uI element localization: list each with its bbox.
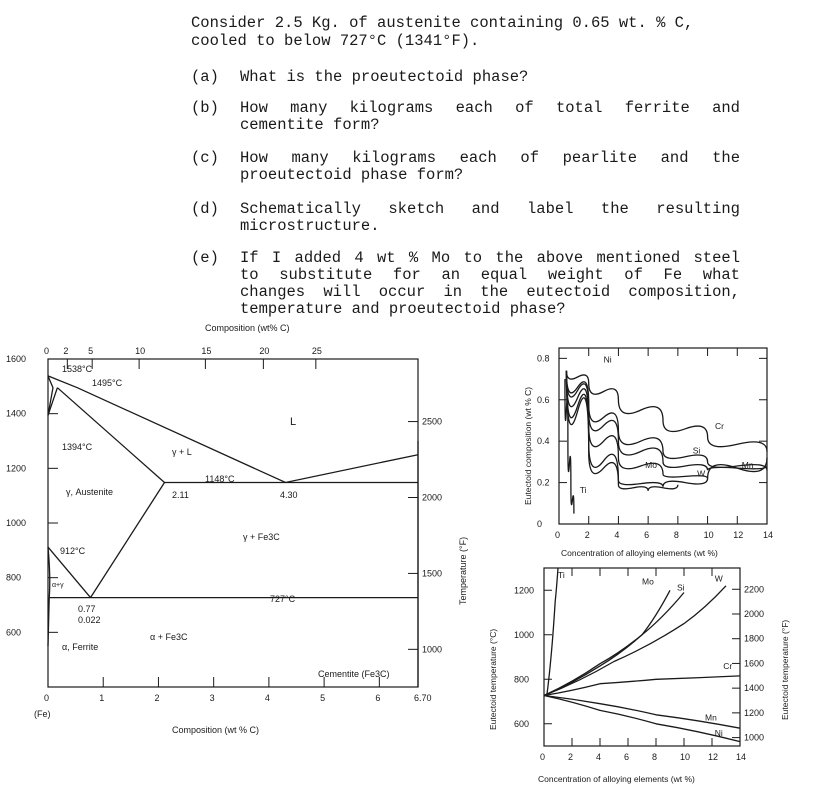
label-gamma-fe3c: γ + Fe3C — [243, 532, 280, 542]
label-1394: 1394°C — [62, 442, 93, 452]
fe-label: (Fe) — [34, 709, 51, 719]
series-label-cr: Cr — [715, 420, 724, 431]
series-label-ni: Ni — [714, 727, 723, 738]
series-label-ti: Ti — [579, 484, 587, 495]
bottom-tick-label: 6 — [375, 693, 381, 703]
x-tick-label: 10 — [680, 752, 691, 762]
temperature-ylabel: Eutectoid temperature (°C) — [488, 628, 498, 730]
top-tick-label: 2 — [63, 346, 69, 356]
bottom-tick-label: 2 — [154, 693, 160, 703]
part-text: proeutectoid phase form? — [240, 166, 464, 184]
label-727: 727°C — [270, 594, 296, 604]
right-tick-label: 1500 — [422, 568, 443, 579]
bottom-tick-label: 5 — [320, 693, 326, 703]
label-0-022: 0.022 — [78, 615, 101, 625]
series-label-cr: Cr — [723, 661, 733, 672]
right-tick-label: 1000 — [744, 732, 765, 743]
intro-line-2: cooled to below 727°C (1341°F). — [191, 32, 480, 50]
x-tick-label: 4 — [596, 752, 602, 762]
temperature-right-label: Eutectoid temperature (°F) — [780, 619, 790, 720]
label-gamma-l: γ + L — [172, 447, 192, 457]
y-tick-label: 0.2 — [537, 477, 550, 488]
series-label-si: Si — [692, 445, 701, 456]
series-cr — [566, 371, 767, 470]
x-tick-label: 8 — [652, 752, 658, 762]
temperature-xlabel: Concentration of alloying elements (wt %) — [538, 774, 695, 784]
eutectoid-composition-chart — [515, 340, 775, 570]
x-tick-label: 10 — [703, 530, 714, 540]
left-tick-label: 1400 — [6, 408, 27, 419]
part-text: cementite form? — [240, 116, 380, 134]
series-label-mo: Mo — [645, 460, 657, 471]
composition-xlabel: Concentration of alloying elements (wt %) — [561, 548, 718, 558]
bottom-tick-label: 4 — [264, 693, 270, 703]
right-tick-label: 2000 — [422, 492, 443, 503]
part-text: What is the proeutectoid phase? — [240, 68, 529, 86]
label-ferrite: α, Ferrite — [62, 642, 99, 652]
bottom-tick-label: 1 — [99, 693, 105, 703]
series-ni — [566, 371, 767, 452]
bottom-tick-label: 6.70 — [414, 693, 432, 703]
acm-line — [91, 483, 165, 598]
right-tick-label: 1400 — [744, 683, 765, 694]
intro-line-1: Consider 2.5 Kg. of austenite containing 0.65 wt. % C, — [191, 14, 694, 32]
series-label-w: W — [697, 468, 706, 479]
right-tick-label: 2500 — [422, 416, 443, 427]
label-alpha-fe3c: α + Fe3C — [150, 632, 188, 642]
composition-chart-frame — [559, 348, 767, 524]
part-text: How many kilograms each of pearlite and the — [240, 149, 740, 167]
right-tick-label: 1600 — [744, 658, 765, 669]
x-tick-label: 2 — [568, 752, 574, 762]
top-tick-label: 15 — [201, 346, 212, 356]
label-1495: 1495°C — [92, 378, 123, 388]
top-tick-label: 5 — [88, 346, 94, 356]
part-label: (d) — [191, 200, 219, 218]
x-tick-label: 6 — [624, 752, 630, 762]
label-alpha-gamma: α+γ — [52, 582, 64, 589]
phase-diagram-frame — [48, 359, 418, 687]
top-tick-label: 25 — [311, 346, 322, 356]
series-label-ni: Ni — [603, 354, 612, 365]
label-4-30: 4.30 — [280, 490, 298, 500]
series-label-w: W — [714, 573, 723, 584]
composition-ylabel: Eutectoid composition (wt % C) — [523, 386, 533, 505]
bottom-axis-label: Composition (wt % C) — [172, 725, 260, 735]
label-austenite: γ, Austenite — [66, 487, 114, 497]
y-tick-label: 0.6 — [537, 394, 550, 405]
part-text: to substitute for an equal weight of Fe what — [240, 266, 740, 284]
part-label: (c) — [191, 149, 219, 167]
question-intro — [191, 14, 693, 50]
right-tick-label: 2000 — [744, 608, 765, 619]
part-label: (e) — [191, 249, 219, 267]
series-cr — [544, 676, 740, 696]
part-text: temperature and proeutectoid phase? — [240, 300, 566, 318]
label-cementite: Cementite (Fe3C) — [318, 669, 390, 679]
top-tick-label: 20 — [259, 346, 270, 356]
series-mn — [566, 371, 767, 470]
right-tick-label: 1200 — [744, 707, 765, 718]
top-tick-label: 0 — [44, 346, 50, 356]
y-tick-label: 600 — [514, 718, 530, 729]
left-tick-label: 1000 — [6, 518, 27, 528]
y-tick-label: 0.8 — [537, 353, 550, 364]
x-tick-label: 8 — [673, 530, 679, 540]
part-label: (b) — [191, 99, 219, 117]
y-tick-label: 0.4 — [537, 436, 550, 447]
part-text: If I added 4 wt % Mo to the above mentioned steel — [240, 249, 740, 267]
y-tick-label: 1200 — [514, 585, 535, 596]
right-axis-label: Temperature (°F) — [458, 536, 468, 605]
left-tick-label: 1200 — [6, 463, 27, 474]
label-912: 912°C — [60, 546, 86, 556]
y-tick-label: 800 — [514, 674, 530, 685]
label-0-77: 0.77 — [78, 604, 96, 614]
series-si — [544, 593, 684, 696]
part-label: (a) — [191, 68, 219, 86]
label-1538: 1538°C — [62, 364, 93, 374]
series-w — [566, 371, 767, 487]
bottom-tick-label: 3 — [209, 693, 215, 703]
series-ti — [547, 568, 558, 695]
x-tick-label: 14 — [736, 752, 747, 762]
label-2-11: 2.11 — [172, 490, 189, 500]
solidus-line — [57, 388, 164, 483]
bottom-tick-label: 0 — [44, 693, 50, 703]
right-tick-label: 1800 — [744, 633, 765, 644]
right-tick-label: 2200 — [744, 584, 765, 595]
part-text: Schematically sketch and label the resulting — [240, 200, 740, 218]
left-tick-label: 600 — [6, 627, 22, 638]
part-text: changes will occur in the eutectoid composition, — [240, 283, 740, 301]
series-label-mo: Mo — [642, 576, 654, 587]
label-1148: 1148°C — [205, 474, 235, 484]
x-tick-label: 0 — [555, 530, 561, 540]
x-tick-label: 4 — [614, 530, 620, 540]
part-text: microstructure. — [240, 217, 380, 235]
label-liquid: L — [290, 416, 297, 428]
series-label-mn: Mn — [705, 712, 717, 723]
top-tick-label: 10 — [135, 346, 146, 356]
x-tick-label: 6 — [644, 530, 650, 540]
right-tick-label: 1000 — [422, 644, 443, 655]
part-text: How many kilograms each of total ferrite and — [240, 99, 740, 117]
series-label-mn: Mn — [741, 460, 754, 471]
series-label-si: Si — [677, 582, 685, 593]
x-tick-label: 2 — [584, 530, 590, 540]
x-tick-label: 12 — [733, 530, 744, 540]
x-tick-label: 14 — [763, 530, 774, 540]
top-axis-label: Composition (wt% C) — [205, 323, 290, 333]
eutectoid-temperature-chart — [480, 560, 815, 800]
y-tick-label: 0 — [537, 519, 543, 529]
x-tick-label: 0 — [540, 752, 546, 762]
y-tick-label: 1000 — [514, 629, 535, 640]
x-tick-label: 12 — [708, 752, 719, 762]
left-tick-label: 1600 — [6, 354, 27, 364]
phase-diagram — [0, 315, 480, 745]
left-tick-label: 800 — [6, 572, 22, 583]
series-label-ti: Ti — [558, 570, 565, 581]
